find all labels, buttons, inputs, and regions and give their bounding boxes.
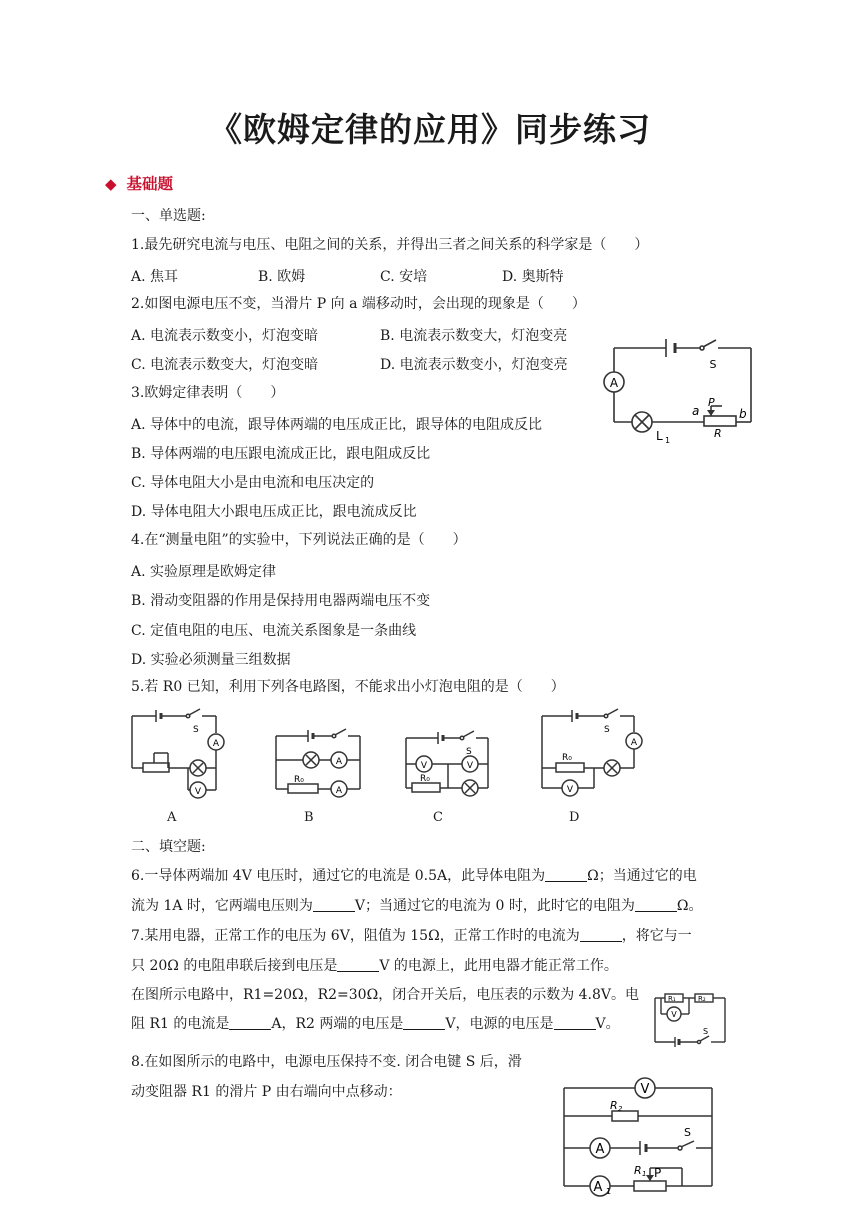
q7-line3: 在图所示电路中，R1=20Ω，R2=30Ω，闭合开关后，电压表的示数为 4.8V。电 bbox=[131, 987, 640, 1003]
q5-caption-c: C bbox=[433, 810, 443, 825]
q5d-ammeter-label: A bbox=[630, 738, 638, 748]
q2-option-c: C. 电流表示数变大，灯泡变暗 bbox=[131, 357, 319, 373]
q7-blank-1[interactable] bbox=[580, 927, 622, 942]
q4-option-a: A. 实验原理是欧姆定律 bbox=[131, 564, 277, 580]
q5b-ammeter2-label: A bbox=[335, 786, 343, 796]
q7-blank-3[interactable] bbox=[229, 1015, 271, 1030]
q5b-ammeter1-label: A bbox=[335, 757, 343, 767]
q7-blank-4[interactable] bbox=[403, 1015, 445, 1030]
q7-switch-label: S bbox=[703, 1027, 709, 1036]
q7-line2: 只 20Ω 的电阻串联后接到电压是 V 的电源上，此用电器才能正常工作。 bbox=[131, 958, 618, 974]
q5-circuit-d bbox=[538, 708, 648, 800]
q7-line1: 7.某用电器，正常工作的电压为 6V，阻值为 15Ω，正常工作时的电流为 ，将它与一 bbox=[131, 928, 692, 944]
q3-option-c: C. 导体电阻大小是由电流和电压决定的 bbox=[131, 475, 375, 491]
q2-slider-p: P bbox=[708, 396, 715, 409]
q5a-switch-label: S bbox=[193, 725, 199, 735]
q8-line2: 动变阻器 R1 的滑片 P 由右端向中点移动： bbox=[131, 1084, 402, 1100]
q6-blank-1[interactable] bbox=[545, 867, 587, 882]
q8-r2-label: R bbox=[610, 1099, 618, 1112]
q2-rheostat-r: R bbox=[714, 427, 722, 440]
q1-option-a: A. 焦耳 bbox=[131, 269, 179, 285]
q1-stem: 1.最先研究电流与电压、电阻之间的关系，并得出三者之间关系的科学家是（ ） bbox=[131, 237, 649, 253]
q7-voltmeter-label: V bbox=[671, 1010, 677, 1019]
q7-blank-2[interactable] bbox=[337, 957, 379, 972]
q8-ammeter-label: A bbox=[595, 1142, 605, 1157]
q5d-voltmeter-label: V bbox=[566, 785, 574, 795]
q6-blank-3[interactable] bbox=[635, 897, 677, 912]
q2-ammeter-label: A bbox=[609, 376, 619, 390]
q8-circuit-diagram bbox=[560, 1072, 716, 1204]
q8-voltmeter-label: V bbox=[640, 1082, 650, 1097]
q6-line1: 6.一导体两端加 4V 电压时，通过它的电流是 0.5A，此导体电阻为 Ω；当通过它的电 bbox=[131, 868, 697, 884]
q5-stem: 5.若 R0 已知，利用下列各电路图，不能求出小灯泡电阻的是（ ） bbox=[131, 679, 565, 695]
q4-stem: 4.在“测量电阻”的实验中，下列说法正确的是（ ） bbox=[131, 532, 467, 548]
q4-option-d: D. 实验必须测量三组数据 bbox=[131, 652, 291, 668]
part2-heading: 二、填空题: bbox=[131, 839, 206, 855]
q5-circuit-c bbox=[402, 728, 492, 800]
q8-line1: 8.在如图所示的电路中，电源电压保持不变. 闭合电键 S 后，滑 bbox=[131, 1054, 522, 1070]
diamond-icon: ◆ bbox=[105, 175, 117, 193]
q5-caption-d: D bbox=[569, 810, 580, 825]
q8-r1-subscript: 1 bbox=[642, 1170, 647, 1178]
q5-caption-b: B bbox=[304, 810, 314, 825]
q5c-voltmeter2-label: V bbox=[466, 761, 474, 771]
q2-terminal-a: a bbox=[692, 404, 700, 418]
q8-r1-label: R bbox=[634, 1164, 642, 1177]
page-title: 《欧姆定律的应用》同步练习 bbox=[209, 110, 651, 149]
q8-ammeter1-subscript: 1 bbox=[606, 1187, 612, 1196]
q6-blank-2[interactable] bbox=[313, 897, 355, 912]
q7-r2-label: R₂ bbox=[698, 995, 706, 1003]
q5a-voltmeter-label: V bbox=[194, 787, 202, 797]
q1-option-d: D. 奥斯特 bbox=[502, 269, 564, 285]
q8-ammeter1-label: A bbox=[593, 1180, 603, 1195]
q5c-switch-label: S bbox=[466, 747, 472, 757]
q8-r2-subscript: 2 bbox=[618, 1105, 623, 1113]
q7-r1-label: R₁ bbox=[668, 995, 676, 1003]
q2-option-a: A. 电流表示数变小，灯泡变暗 bbox=[131, 328, 319, 344]
q7-line4: 阻 R1 的电流是 A，R2 两端的电压是 V，电源的电压是 V。 bbox=[131, 1016, 620, 1032]
q3-option-d: D. 导体电阻大小跟电压成正比，跟电流成反比 bbox=[131, 504, 417, 520]
part1-heading: 一、单选题: bbox=[131, 208, 206, 224]
q2-option-b: B. 电流表示数变大，灯泡变亮 bbox=[380, 328, 568, 344]
q1-option-b: B. 欧姆 bbox=[258, 269, 306, 285]
q7-blank-5[interactable] bbox=[554, 1015, 596, 1030]
q2-lamp-subscript: 1 bbox=[665, 436, 671, 445]
q6-line2: 流为 1A 时，它两端电压则为 V；当通过它的电流为 0 时，此时它的电阻为 Ω。 bbox=[131, 898, 703, 914]
section-label: 基础题 bbox=[126, 175, 174, 193]
q4-option-b: B. 滑动变阻器的作用是保持用电器两端电压不变 bbox=[131, 593, 431, 609]
q2-stem: 2.如图电源电压不变，当滑片 P 向 a 端移动时，会出现的现象是（ ） bbox=[131, 296, 586, 312]
q5a-ammeter-label: A bbox=[212, 739, 220, 749]
q5-caption-a: A bbox=[167, 810, 177, 825]
q1-option-c: C. 安培 bbox=[380, 269, 428, 285]
q5-circuit-b bbox=[272, 728, 364, 800]
q2-terminal-b: b bbox=[739, 407, 747, 421]
q5b-r0-label: R₀ bbox=[294, 775, 304, 785]
q5d-r0-label: R₀ bbox=[562, 753, 572, 763]
q2-option-d: D. 电流表示数变小，灯泡变亮 bbox=[380, 357, 568, 373]
q8-switch-label: S bbox=[684, 1126, 691, 1139]
q2-switch-label: S bbox=[709, 358, 717, 371]
q5c-voltmeter1-label: V bbox=[420, 761, 428, 771]
q2-circuit-diagram bbox=[596, 336, 760, 445]
q5c-r0-label: R₀ bbox=[420, 774, 430, 784]
section-heading bbox=[105, 172, 173, 194]
q5d-switch-label: S bbox=[604, 725, 610, 735]
q4-option-c: C. 定值电阻的电压、电流关系图象是一条曲线 bbox=[131, 623, 417, 639]
q3-option-a: A. 导体中的电流，跟导体两端的电压成正比，跟导体的电阻成反比 bbox=[131, 417, 543, 433]
q3-stem: 3.欧姆定律表明（ ） bbox=[131, 385, 285, 401]
q8-slider-p: P bbox=[654, 1166, 662, 1180]
q3-option-b: B. 导体两端的电压跟电流成正比，跟电阻成反比 bbox=[131, 446, 431, 462]
q7-circuit-diagram bbox=[651, 990, 729, 1048]
q2-lamp-label: L bbox=[656, 429, 663, 443]
q5-circuit-a bbox=[128, 708, 236, 800]
